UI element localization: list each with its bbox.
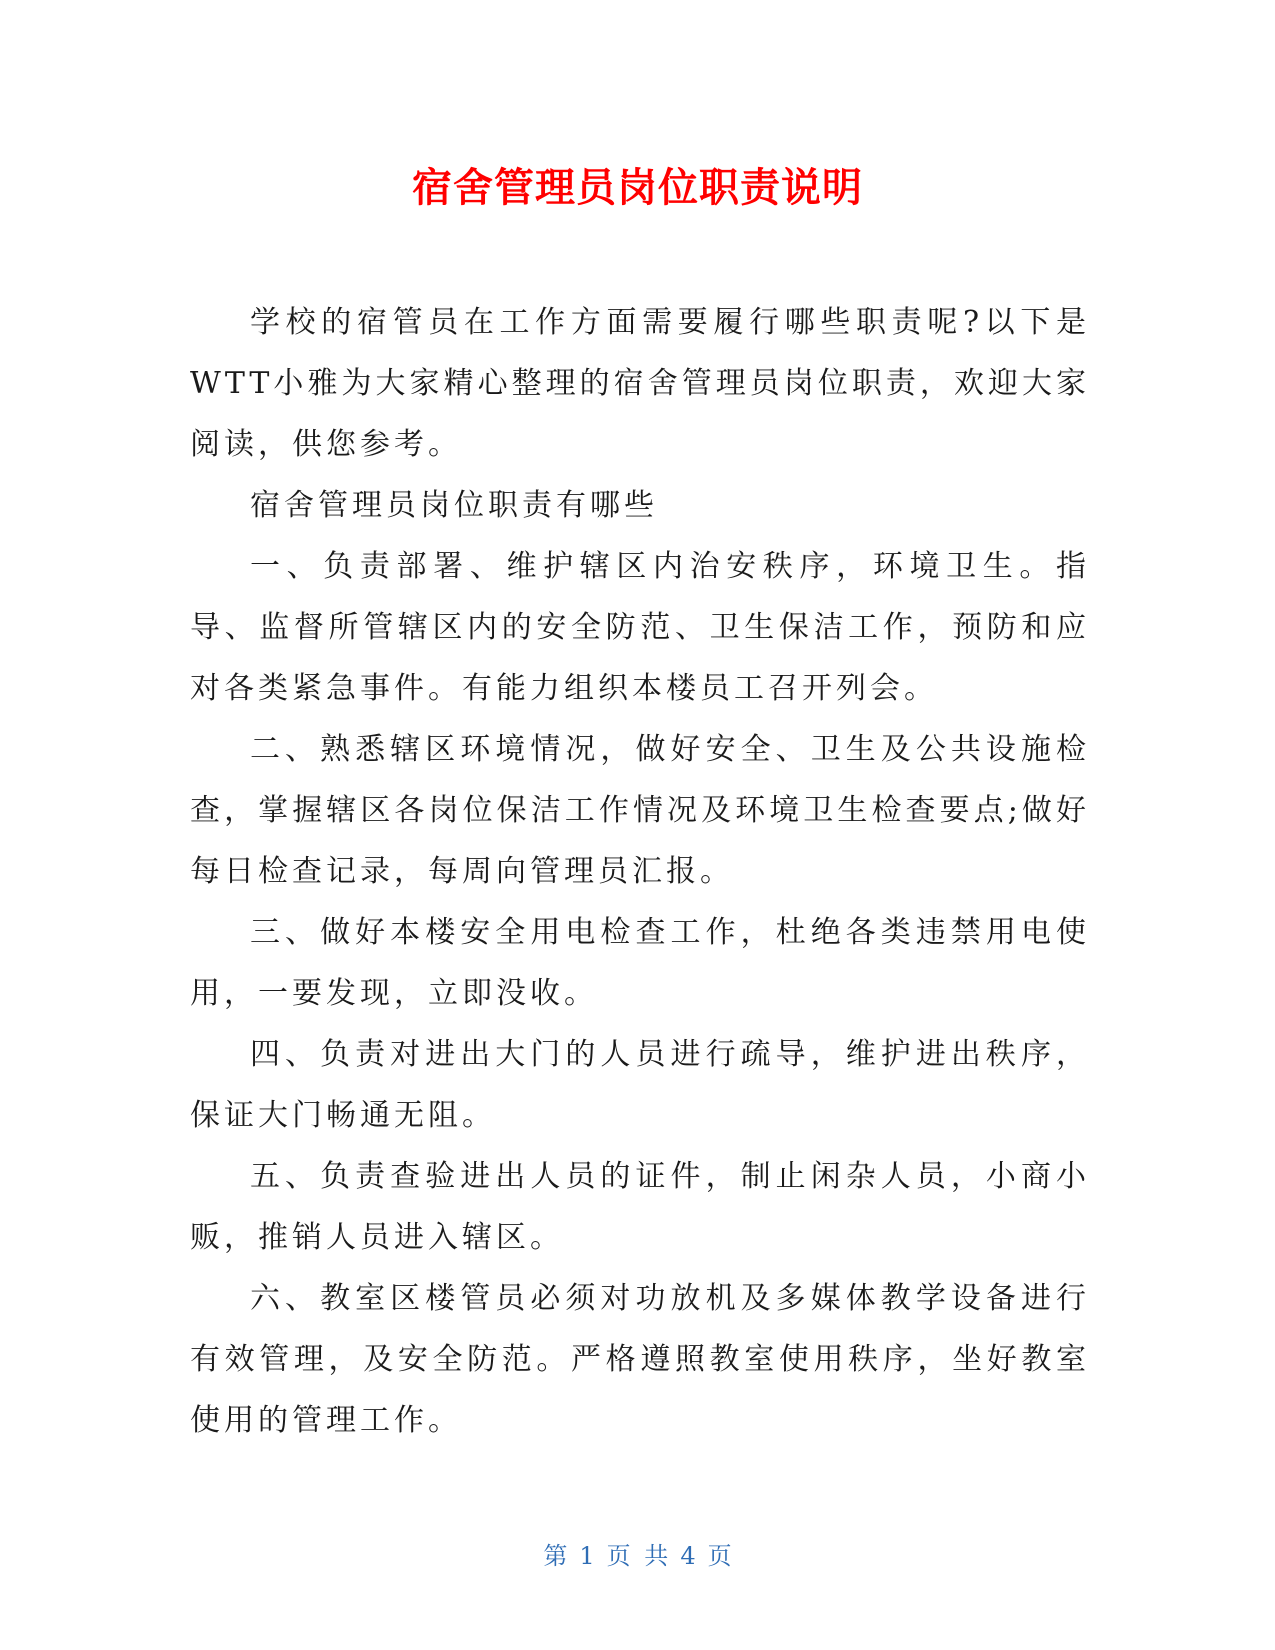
intro-paragraph: 学校的宿管员在工作方面需要履行哪些职责呢?以下是WTT小雅为大家精心整理的宿舍管理员岗位职责，欢迎大家阅读，供您参考。	[190, 305, 1090, 462]
total-pages-number: 4	[680, 1542, 696, 1570]
section-heading: 宿舍管理员岗位职责有哪些	[250, 488, 658, 523]
page-label-mid: 页 共	[606, 1542, 669, 1570]
page-label-suffix: 页	[707, 1542, 732, 1570]
duty-item-5: 五、负责查验进出人员的证件，制止闲杂人员，小商小贩，推销人员进入辖区。	[190, 1159, 1090, 1255]
duty-item-2: 二、熟悉辖区环境情况，做好安全、卫生及公共设施检查，掌握辖区各岗位保洁工作情况及环境卫生检查要点;做好每日检查记录，每周向管理员汇报。	[190, 732, 1090, 889]
duty-item-3: 三、做好本楼安全用电检查工作，杜绝各类违禁用电使用，一要发现，立即没收。	[190, 915, 1090, 1011]
document-title: 宿舍管理员岗位职责说明	[412, 165, 863, 211]
duty-item-6: 六、教室区楼管员必须对功放机及多媒体教学设备进行有效管理，及安全防范。严格遵照教室使用秩序，坐好教室使用的管理工作。	[190, 1281, 1090, 1438]
current-page-number: 1	[579, 1542, 595, 1570]
duty-item-1: 一、负责部署、维护辖区内治安秩序，环境卫生。指导、监督所管辖区内的安全防范、卫生保洁工作，预防和应对各类紧急事件。有能力组织本楼员工召开列会。	[190, 549, 1090, 706]
page-label-prefix: 第	[543, 1542, 568, 1570]
document-body	[190, 292, 1090, 1451]
page-footer	[0, 1540, 1275, 1572]
duty-item-4: 四、负责对进出大门的人员进行疏导，维护进出秩序，保证大门畅通无阻。	[190, 1037, 1090, 1133]
